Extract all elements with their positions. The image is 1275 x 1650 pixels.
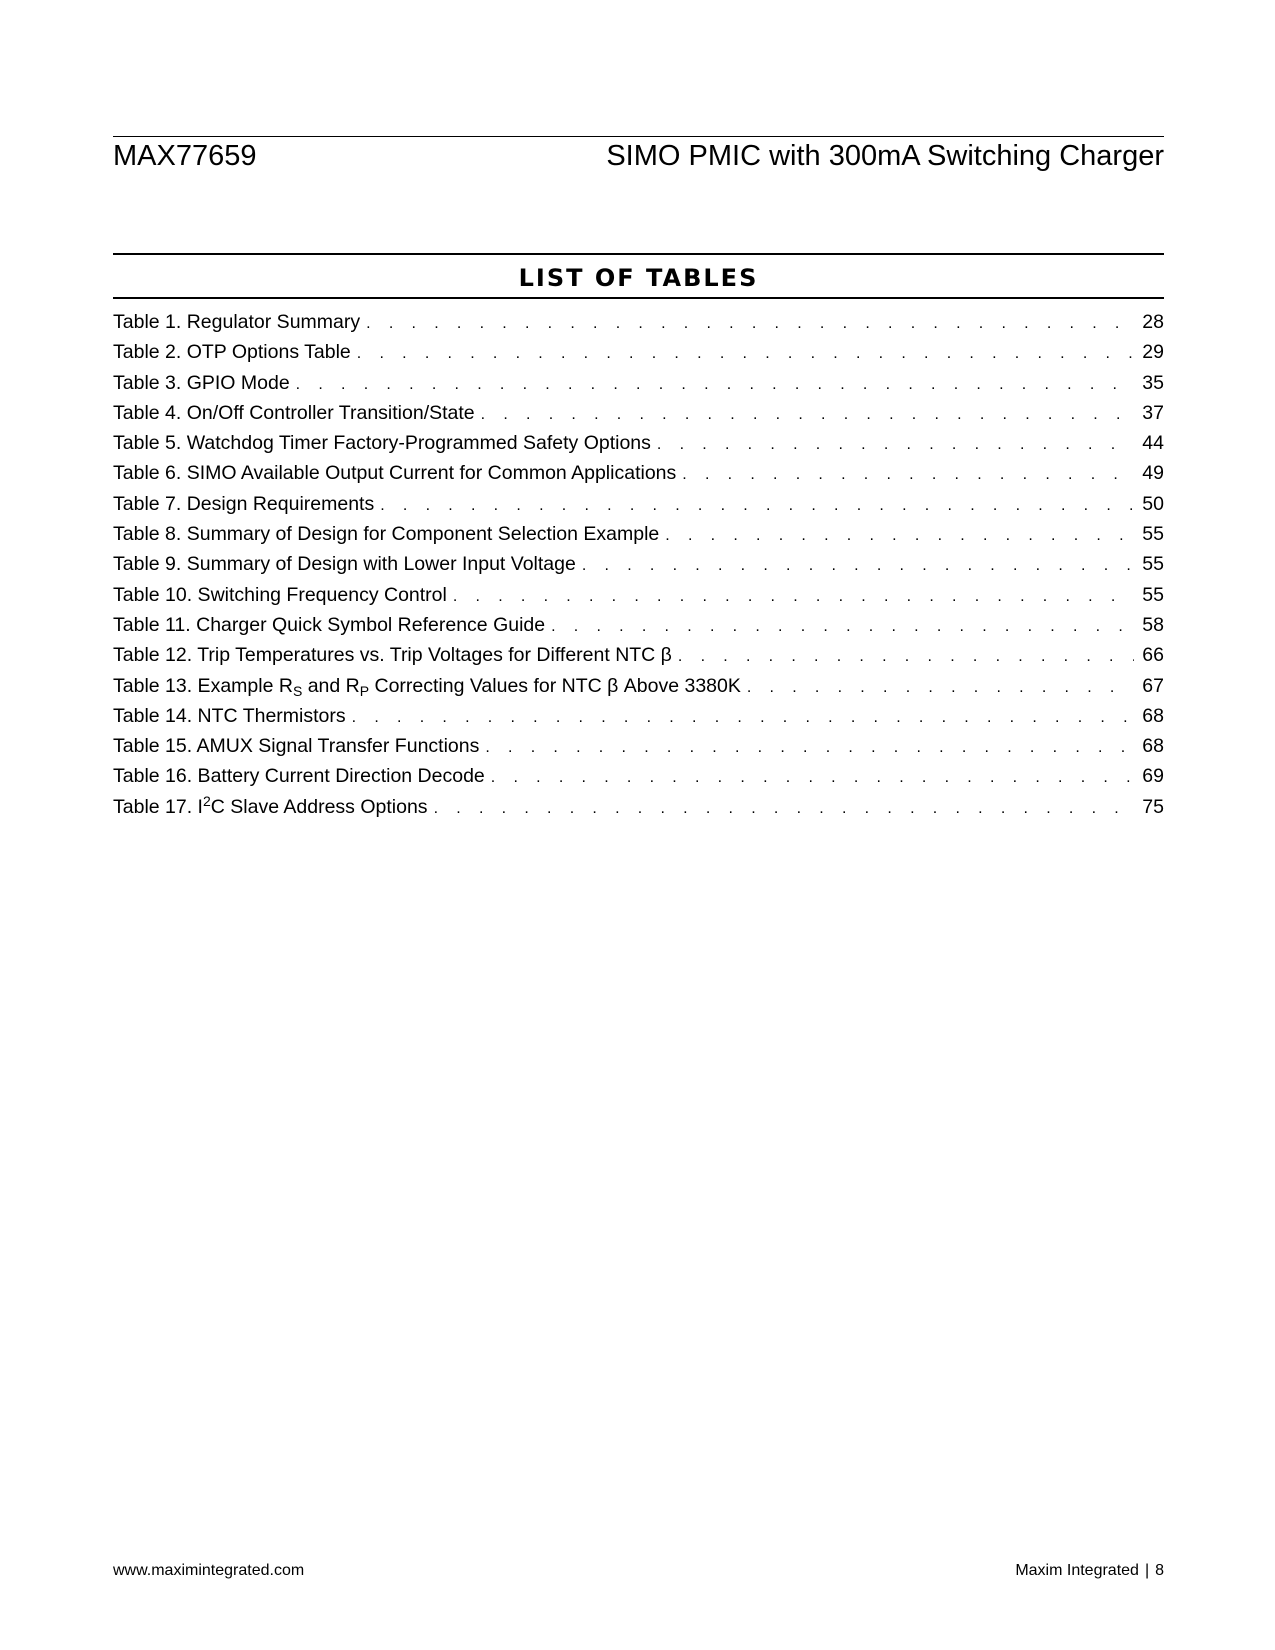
toc-entry-page: 55 <box>1142 553 1164 576</box>
toc-entry-page: 50 <box>1142 492 1164 515</box>
toc-entry[interactable] <box>113 611 1164 641</box>
toc-leader-dots <box>296 371 1135 399</box>
toc-entry-label: Table 6. SIMO Available Output Current for Common Applications <box>113 462 677 485</box>
toc-entry-page: 28 <box>1142 311 1164 333</box>
toc-entry[interactable] <box>113 672 1164 702</box>
toc-leader-dots <box>434 795 1135 823</box>
toc-leader-dots <box>551 613 1134 641</box>
toc-entry-label: Table 8. Summary of Design for Component Selection Example <box>113 523 660 546</box>
toc-entry-page: 49 <box>1142 462 1164 485</box>
toc-entry-page: 37 <box>1142 401 1164 424</box>
footer-company: Maxim Integrated <box>1015 1562 1139 1579</box>
toc-entry-page: 44 <box>1142 432 1164 455</box>
toc-entry[interactable] <box>113 702 1164 732</box>
page-header <box>113 136 1164 187</box>
toc-entry-page: 75 <box>1142 795 1164 818</box>
toc-entry-label <box>113 672 747 700</box>
document-title: SIMO PMIC with 300mA Switching Charger <box>606 140 1164 172</box>
toc-leader-dots <box>582 552 1134 580</box>
toc-entry-page: 68 <box>1142 735 1164 758</box>
toc-leader-dots <box>678 643 1134 671</box>
toc-entry-page: 58 <box>1142 613 1164 636</box>
toc-entry[interactable] <box>113 793 1164 823</box>
footer-company-page <box>1015 1561 1164 1581</box>
list-of-tables <box>113 308 1164 823</box>
footer-separator: | <box>1144 1562 1150 1579</box>
toc-entry[interactable] <box>113 459 1164 489</box>
toc-entry[interactable] <box>113 581 1164 611</box>
section-heading-block <box>113 253 1164 299</box>
toc-leader-dots <box>453 583 1134 611</box>
footer-website-link[interactable]: www.maximintegrated.com <box>113 1562 305 1579</box>
toc-leader-dots <box>657 431 1134 459</box>
label-text: Table 17. I <box>113 795 203 818</box>
subscript-s: S <box>292 682 303 699</box>
part-number: MAX77659 <box>113 140 257 172</box>
toc-entry-label: Table 10. Switching Frequency Control <box>113 583 447 606</box>
toc-entry[interactable] <box>113 732 1164 762</box>
label-text: Correcting Values for NTC β Above 3380K <box>369 674 741 697</box>
toc-entry-page: 55 <box>1142 523 1164 546</box>
label-text: C Slave Address Options <box>210 795 428 818</box>
toc-leader-dots <box>485 734 1134 762</box>
toc-leader-dots <box>380 492 1134 520</box>
toc-entry-label: Table 9. Summary of Design with Lower Input Voltage <box>113 553 576 576</box>
toc-entry-label: Table 7. Design Requirements <box>113 492 375 515</box>
toc-entry-label: Table 14. NTC Thermistors <box>113 704 346 727</box>
toc-leader-dots <box>491 764 1135 792</box>
toc-entry-label: Table 2. OTP Options Table <box>113 341 351 364</box>
toc-entry-label: Table 3. GPIO Mode <box>113 371 290 394</box>
toc-entry-page: 68 <box>1142 704 1164 727</box>
toc-entry-page: 67 <box>1142 674 1164 697</box>
superscript-2: 2 <box>202 792 211 809</box>
toc-entry-page: 29 <box>1142 341 1164 364</box>
label-text: and R <box>302 674 360 697</box>
toc-entry-page: 66 <box>1142 644 1164 667</box>
toc-entry[interactable] <box>113 369 1164 399</box>
toc-entry-label: Table 5. Watchdog Timer Factory-Programmed Safety Options <box>113 432 651 455</box>
toc-entry[interactable] <box>113 641 1164 671</box>
footer-page-number: 8 <box>1155 1562 1164 1579</box>
toc-entry-label: Table 4. On/Off Controller Transition/State <box>113 401 475 424</box>
toc-entry[interactable] <box>113 399 1164 429</box>
toc-entry[interactable] <box>113 550 1164 580</box>
toc-entry-label: Table 15. AMUX Signal Transfer Functions <box>113 735 480 758</box>
toc-entry[interactable] <box>113 490 1164 520</box>
label-text: Table 13. Example R <box>113 674 293 697</box>
subscript-p: P <box>359 682 370 699</box>
toc-leader-dots <box>366 310 1134 338</box>
toc-entry-label <box>113 793 434 821</box>
toc-entry[interactable] <box>113 308 1164 338</box>
toc-entry[interactable] <box>113 429 1164 459</box>
toc-entry[interactable] <box>113 520 1164 550</box>
toc-entry-page: 69 <box>1142 765 1164 788</box>
toc-leader-dots <box>665 522 1134 550</box>
toc-entry-page: 55 <box>1142 583 1164 606</box>
toc-leader-dots <box>352 704 1135 732</box>
section-title: LIST OF TABLES <box>518 264 759 292</box>
toc-entry[interactable] <box>113 762 1164 792</box>
toc-leader-dots <box>357 340 1135 368</box>
toc-leader-dots <box>747 674 1134 702</box>
toc-leader-dots <box>682 461 1134 489</box>
toc-entry-label: Table 16. Battery Current Direction Decode <box>113 765 485 788</box>
toc-entry-label: Table 12. Trip Temperatures vs. Trip Voltages for Different NTC β <box>113 644 672 667</box>
toc-entry-label: Table 1. Regulator Summary <box>113 311 361 333</box>
toc-entry-page: 35 <box>1142 371 1164 394</box>
toc-entry-label: Table 11. Charger Quick Symbol Reference Guide <box>113 613 546 636</box>
toc-leader-dots <box>481 401 1135 429</box>
toc-entry[interactable] <box>113 338 1164 368</box>
